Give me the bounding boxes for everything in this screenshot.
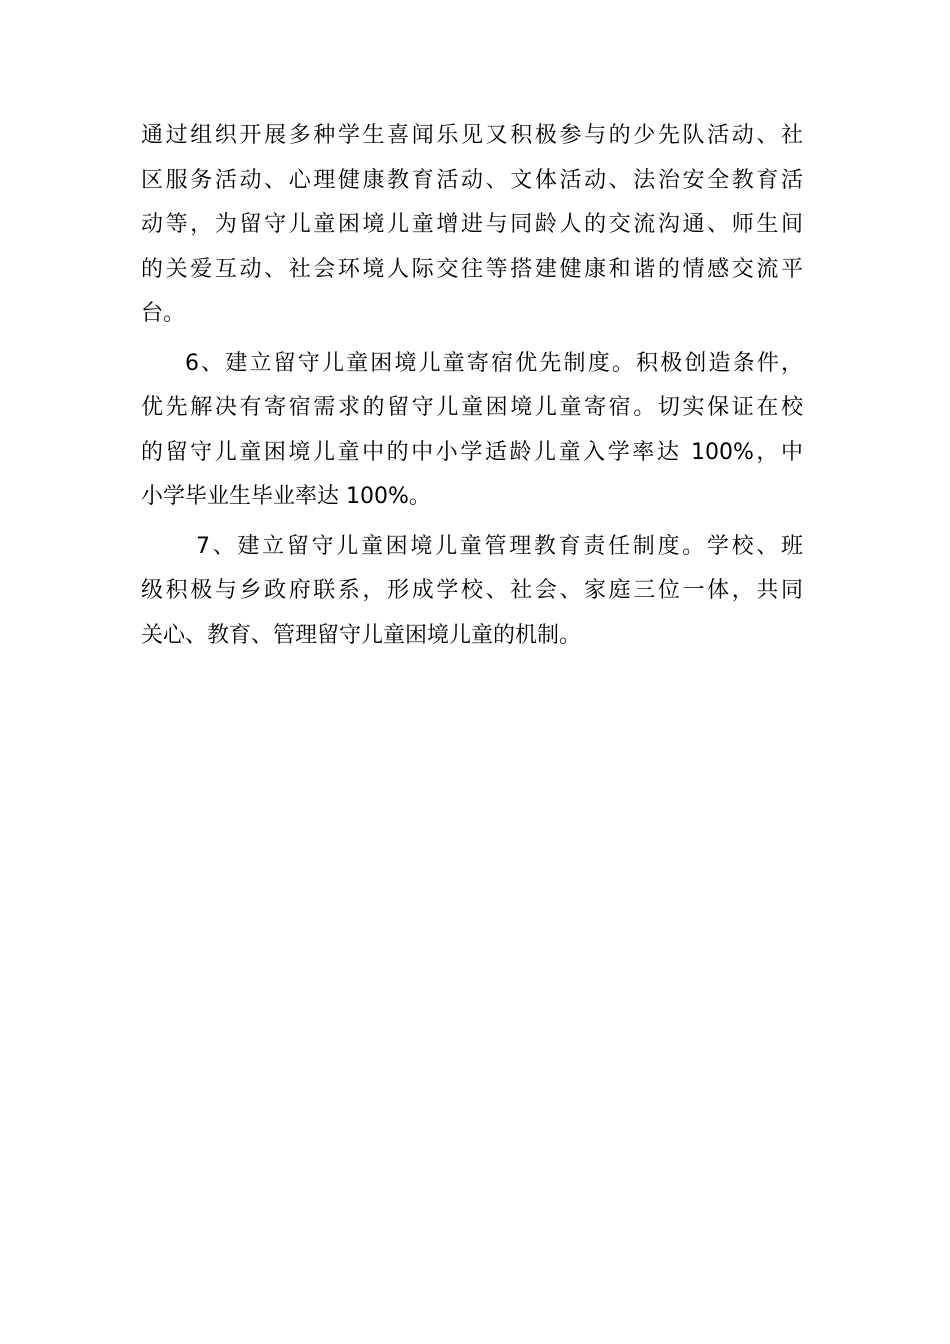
text-line: 关心、教育、管理留守儿童困境儿童的机制。	[141, 622, 582, 648]
text-line: 区服务活动、心理健康教育活动、文体活动、法治安全教育活	[141, 167, 803, 193]
paragraph-item-7	[141, 525, 803, 659]
text-line: 小学毕业生毕业率达 100%。	[141, 484, 431, 509]
document-body	[141, 114, 803, 663]
paragraph-item-6	[141, 342, 803, 520]
text-line: 通过组织开展多种学生喜闻乐见又积极参与的少先队活动、社	[141, 123, 803, 148]
text-line: 优先解决有寄宿需求的留守儿童困境儿童寄宿。切实保证在校	[141, 395, 803, 420]
text-line: 6、建立留守儿童困境儿童寄宿优先制度。积极创造条件，	[185, 350, 803, 376]
text-line: 7、建立留守儿童困境儿童管理教育责任制度。学校、班	[196, 533, 803, 559]
text-line: 的关爱互动、社会环境人际交往等搭建健康和谐的情感交流平	[141, 256, 803, 282]
text-line: 台。	[141, 301, 186, 326]
text-line: 级积极与乡政府联系，形成学校、社会、家庭三位一体，共同	[141, 578, 803, 603]
paragraph-activities	[141, 114, 803, 337]
text-line: 动等，为留守儿童困境儿童增进与同龄人的交流沟通、师生间	[141, 212, 803, 237]
text-line: 的留守儿童困境儿童中的中小学适龄儿童入学率达 100%，中	[141, 439, 803, 465]
